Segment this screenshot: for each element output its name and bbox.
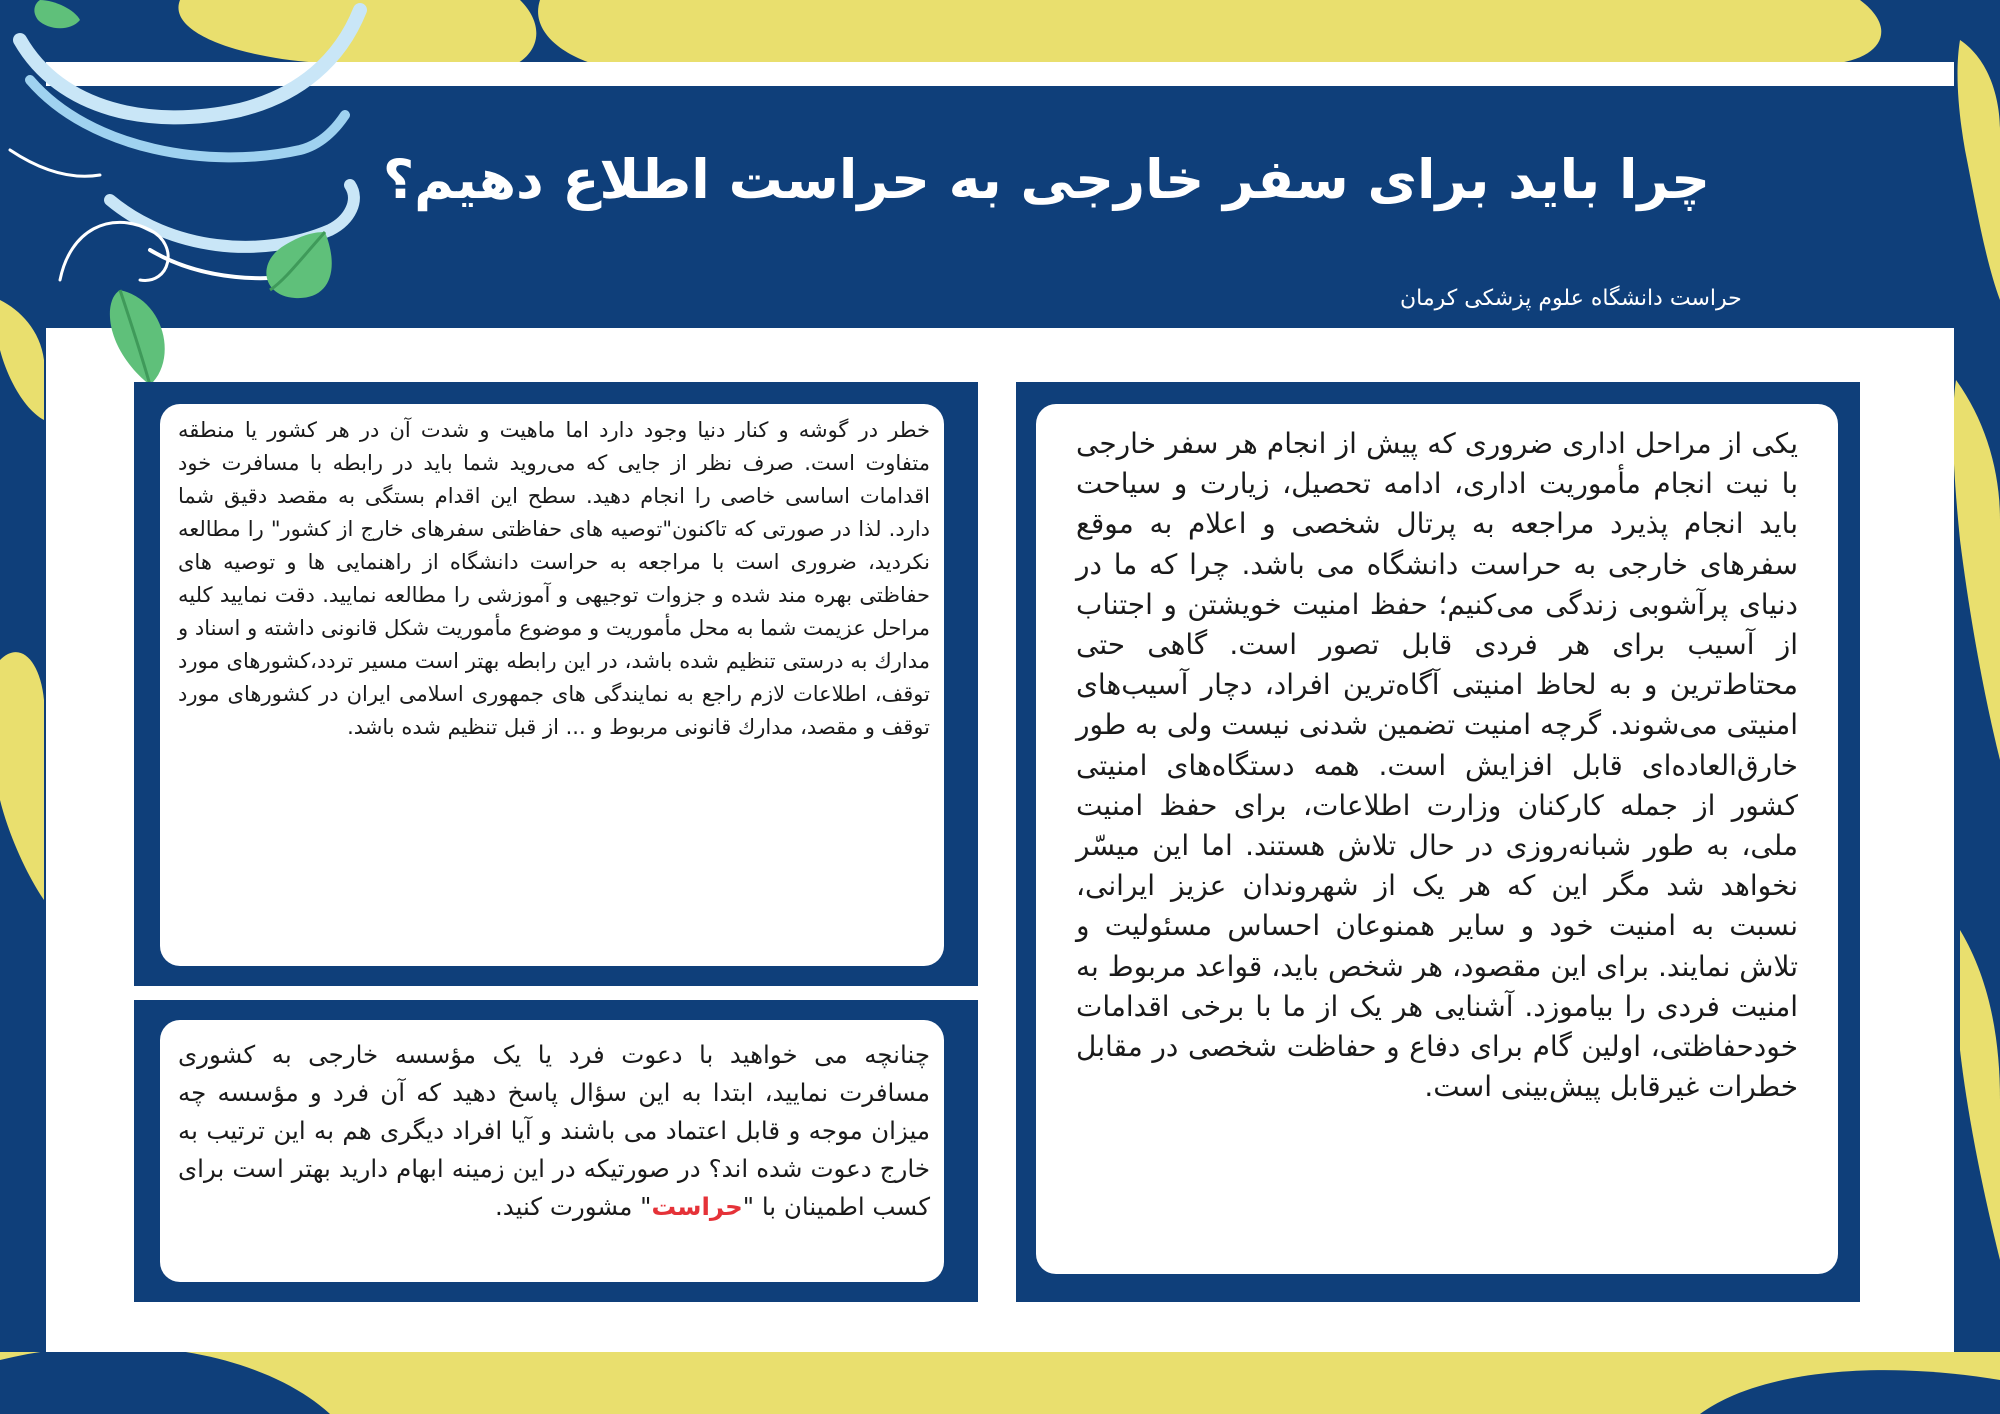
swirl-stroke (10, 150, 100, 176)
bottom-left-text-start: چنانچه می خواهید با دعوت فرد یا یک مؤسسه خارجی به کشوری مسافرت نمایید، ابتدا به این سؤال پاسخ دهید که آن فرد و مؤسسه چه میزان موجه و قابل اعتماد می باشند و آیا افراد دیگری هم به این ترتیب به خارج دعوت شده اند؟ در صورتیکه در این زمینه ابهام دارید بهتر است برای کسب اطمینان با " (178, 1040, 930, 1221)
right-text-card (1036, 404, 1838, 1274)
page-title: چرا باید برای سفر خارجی به حراست اطلاع دهیم؟ (382, 148, 1710, 211)
bottom-left-paragraph (178, 1036, 930, 1226)
bottom-left-text-card (160, 1020, 944, 1282)
source-caption: حراست دانشگاه علوم پزشکی کرمان (1400, 286, 1742, 311)
top-left-paragraph: خطر در گوشه و کنار دنیا وجود دارد اما ماهیت و شدت آن در هر کشور یا منطقه متفاوت است. صرف نظر از جایی که می‌روید شما باید در رابطه با مسافرت خود اقدامات اساسی خاصی را انجام دهید. سطح این اقدام بستگی به مقصد دقیق شما دارد. لذا در صورتی که تاکنون"توصیه های حفاظتی سفرهای خارج از کشور" را مطالعه نکردید، ضروری است با مراجعه به حراست دانشگاه از راهنمایی ها و توصیه های حفاظتی بهره مند شده و جزوات توجیهی و آموزشی را مطالعه نمایید. دقت نمایید کلیه مراحل عزیمت شما به محل مأموریت و موضوع مأموریت شکل قانونی داشته و اسناد و مدارك به درستی تنظیم شده باشد، در این رابطه بهتر است مسیر تردد،کشورهای مورد توقف، اطلاعات لازم راجع به نمایندگی های جمهوری اسلامی ایران در کشورهای مورد توقف و مقصد، مدارك قانونی مربوط و ... از قبل تنظیم شده باشد. (178, 418, 930, 739)
leaf-icon (110, 290, 165, 385)
highlight-word: حراست (651, 1192, 743, 1221)
right-paragraph: یکی از مراحل اداری ضروری که پیش از انجام هر سفر خارجی با نیت انجام مأموریت اداری، ادامه تحصیل، زیارت و سیاحت باید انجام پذیرد مراجعه به پرتال شخصی و اعلام به موقع سفرهای خارجی به حراست دانشگاه می باشد. چرا که ما در دنیای پرآشوبی زندگی می‌کنیم؛ حفظ امنیت خویشتن و اجتناب از آسیب برای هر فردی قابل تصور است. گاهی حتی محتاط‌ترین و به لحاظ امنیتی آگاه‌ترین افراد، دچار آسیب‌های امنیتی می‌شوند. گرچه امنیت تضمین شدنی نیست ولی به طور خارق‌العاده‌ای قابل افزایش است. همه دستگاه‌های امنیتی کشور از جمله کارکنان وزارت اطلاعات، برای حفظ امنیت ملی، به طور شبانه‌روزی در حال تلاش هستند. اما این میسّر نخواهد شد مگر این که هر یک از شهروندان عزیز ایرانی، نسبت به امنیت خود و سایر همنوعان احساس مسئولیت و تلاش نمایند. برای این مقصود، هر شخص باید، قواعد مربوط به امنیت فردی را بیاموزد. آشنایی هر یک از ما با برخی اقدامات خودحفاظتی، اولین گام برای دفاع و حفاظت شخصی در مقابل خطرات غیرقابل پیش‌بینی است. (1076, 427, 1798, 1104)
leaf-icon (34, 0, 80, 28)
top-left-text-card (160, 404, 944, 966)
bottom-left-text-end: " مشورت کنید. (494, 1192, 652, 1221)
